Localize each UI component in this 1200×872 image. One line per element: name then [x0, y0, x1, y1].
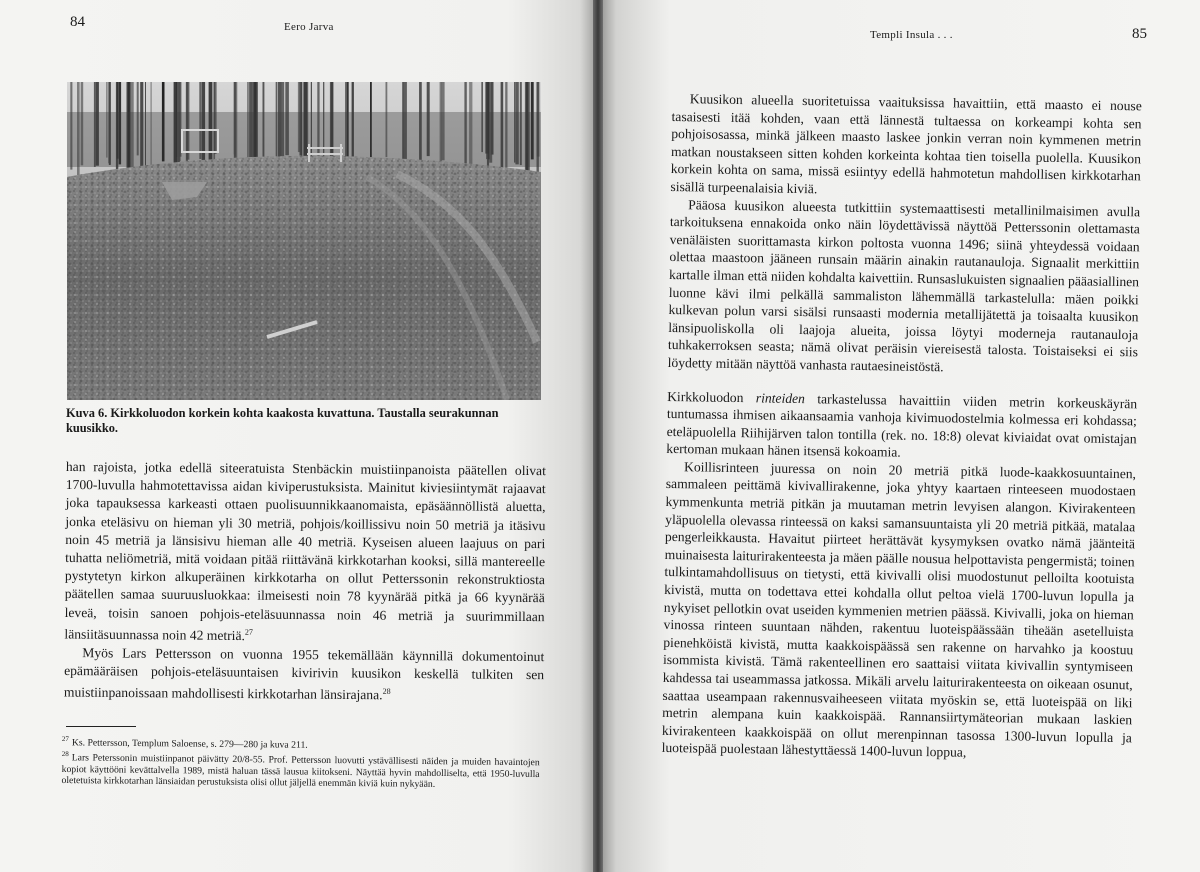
paragraph: Myös Lars Pettersson on vuonna 1955 tekemällään käynnillä dokumentoinut epämääräisen pohjois-eteläsuuntaisen kivirivin kuusikon keskellä tulkiten sen muistiinpanoissaan mahdollisesti kirkkotarhan länsirajana.$^{28}$ — [63, 644, 545, 703]
footnote: $^{27}$ Ks. Pettersson, Templum Saloense, s. 279—280 ja kuva 211. — [61, 734, 308, 751]
left-body-text — [64, 458, 546, 706]
paragraph: Kuusikon alueella suoritetuissa vaaituksissa havaittiin, että maasto ei nouse tasaisesti itää kohden, vaan että lännestä tultaessa on korkeampi kohta sen pohjoisosassa, minkä jälkeen maasto laskee jonkin verran noin kymmenen metrin matkan noustakseen sitten kohden korkeinta kohtaa tien toisella puolella. Kuusikon korkein kohta on sama, missä esiintyy edellä hahmotetun mahdollisen kirkkotarhan sisällä turpeenalaisia kiviä. — [670, 91, 1142, 197]
footnote-divider — [66, 726, 136, 727]
forest-field-photo — [67, 82, 541, 400]
running-head: Templi Insula . . . — [870, 29, 953, 41]
page-number: 85 — [1132, 26, 1147, 42]
footnote: $^{28}$ Lars Peterssonin muistiinpanot päivätty 20/8-55. Prof. Pettersson luovutti ystävällisesti näiden ja muiden havaintojen kopiot käyttööni kevättalvella 1989, mistä haluan tässä lausua kiitokseni. Näyttää hyvin mahdolliselta, että 1950-luvulla oletetuista kirkkotarhan länsiaidan perustuksista olisi ollut jäljellä enemmän kiviä kuin nykyään. — [61, 749, 540, 791]
book-gutter — [593, 0, 603, 872]
running-head: Eero Jarva — [284, 21, 334, 33]
paragraph: Kirkkoluodon rinteiden tarkastelussa havaittiin viiden metrin korkeuskäyrän tuntumassa ihmisen aikaansaamia vanhoja kivimuodostelmia kolmessa eri kohdassa; eteläpuolella Riihijärven talon tontilla (rek. no. 18:8) olevat kiviaidat ovat omistajan kertoman mukaan hänen itsensä kokoamia. — [666, 388, 1138, 460]
left-page — [0, 0, 598, 872]
page-number: 84 — [70, 14, 85, 30]
paragraph: han rajoista, jotka edellä siteeratuista Stenbäckin muistiinpanoista päätellen olivat 1700-luvulla hahmotettavissa aidan kiviperustuksista. Mainitut kiviesiintymät rajaavat joka tapauksessa karkeasti ottaen puolisuunnikkaanomaista, epäsäännöllistä aluetta, jonka eteläsivu on hieman yli 30 metriä, pohjois/koillissivu noin 50 metriä ja itäsivu noin 45 metriä ja länsisivu hieman alle 40 metriä. Kyseisen alueen laajuus on pari tuhatta neliömetriä, mitä voidaan pitää riittävänä kirkkotarhan kooksi, sillä mantereelle pystytetyn kirkon alkuperäinen kirkkotarha on ollut Petterssonin rekonstruktiosta päätellen samaa suuruusluokkaa: ilmeisesti noin 78 kyynärää pitkä ja 66 kyynärää leveä, toisin sanoen pohjois-eteläsuunnassa noin 46 metriä ja suurimmillaan länsiitäsuunnassa noin 42 metriä.$^{27}$ — [64, 458, 546, 643]
footnote-ref: 28 — [382, 686, 391, 696]
italic-term: rinteiden — [755, 389, 806, 406]
caption-text: Kirkkoluodon korkein kohta kaakosta kuvattuna. Taustalla seurakunnan kuusikko. — [66, 406, 499, 435]
paragraph: Pääosa kuusikon alueesta tutkittiin systemaattisesti metallinilmaisimen avulla tarkoituksena ennakoida onko näin löydettävissä näyttöä Petterssonin olettamasta venäläisten suorittamasta kirkon poltosta vuonna 1496; siinä yhteydessä voidaan olettaa maastoon jääneen runsain määrin ainakin rautanauloja. Signaalit merkittiin kartalle ilman että niiden kohdalta kaivettiin. Runsaslukuisten signaalien pääasiallinen luonne kävi ilmi pelkällä sammaliston lähemmällä tarkastelulla: mäen poikki kulkevan polun varsi sisälsi runsaasti modernia metallijätettä ja toisaalta kuusikon länsipuoliskolla oli laajoja alueita, joissa löytyi moderneja rautanauloja tuhkakerroksen seasta; nämä olivat peräisin viereisestä talosta. Toistaiseksi ei siis löydetty mitään näyttöä vanhasta rautaesineistöstä. — [667, 196, 1141, 375]
photograph — [67, 82, 541, 400]
caption-label: Kuva 6. — [66, 406, 108, 420]
right-body-text — [662, 90, 1142, 764]
footnote-ref: 27 — [244, 627, 253, 637]
photo-caption — [66, 406, 544, 436]
paragraph: Koillisrinteen juuressa on noin 20 metriä pitkä luode-kaakkosuuntainen, sammaleen peittämä kivivallirakenne, joka yhtyy kaartaen rinteeseen muodostaen kymmenkunta metriä pitkän ja muutaman metrin levyisen alangon. Kivirakenteen yläpuolella olevassa rinteessä on kaksi samansuuntaista yli 20 metriä pitkää, matalaa pengerleikkausta. Havaitut piirteet herättävät kysymyksen ovatko nämä jäänteitä muinaisesta laiturirakenteesta ja mäen päälle nousua helpottavista pengermistä; toinen tulkintamahdollisuus on tietysti, että kivivalli olisi muodostunut pelloilta kootuista kivistä, mutta on todettava ettei kohdalla ollut peltoa vielä 1700-luvun lopulla ja nykyiset pellotkin ovat useiden kymmenien metrien päässä. Kivivalli, joka on hieman vinossa rinteen suuntaan nähden, rakentuu luoteispäässään tiheään asetelluista pienehköistä kivistä, mutta kaakkoispäässä sen rakenne on harvahko ja koostuu isommista kivistä. Tämä rakenteellinen ero saattaisi viitata kivivallin syntymiseen kahdessa tai useammassa jatkossa. Mikäli arvelu laiturirakenteesta on oikeaan osunut, saattaa useampaan rakennusvaiheeseen viitata myöskin se, että luoteispää on liki metrin alempana kuin kaakkoispää. Rannansiirtymäteorian mukaan laskien kivirakenteen kaakkoispää on ollut merenpinnan tasossa 1300-luvun lopulla ja luoteispää puolestaan lähestyttäessä 1400-luvun loppua, — [661, 459, 1137, 761]
footnotes — [61, 734, 540, 792]
